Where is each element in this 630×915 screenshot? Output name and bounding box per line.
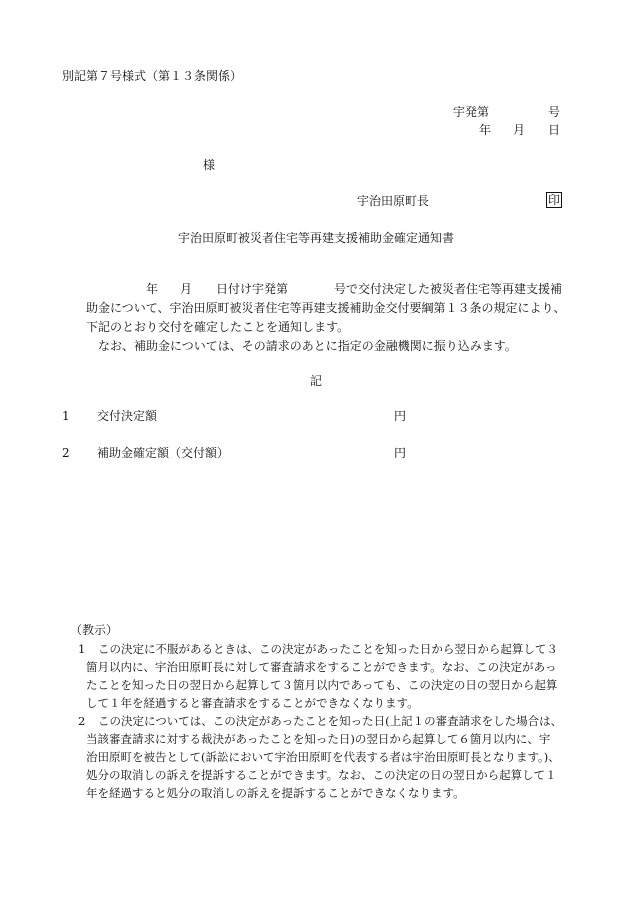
item-label: 補助金確定額（交付額） [97,446,230,460]
body-line4: なお、補助金については、その請求のあとに指定の金融機関に振り込みます。 [98,339,517,353]
notice-item2-line: 当該審査請求に対する裁決があったことを知った日)の翌日から起算して６箇月以内に、宇 [86,732,551,746]
notice-item2-line: 年を経過すると処分の取消しの訴えを提訴することができなくなります。 [86,786,465,800]
body-line1-rest: 号で交付決定した被災者住宅等再建支援補 [334,282,563,296]
item-unit: 円 [394,409,407,423]
date-day: 日 [548,123,561,137]
notice-item2-number: 2 [78,714,86,728]
doc-number-suffix: 号 [548,105,561,119]
document-title: 宇治田原町被災者住宅等再建支援補助金確定通知書 [178,231,455,245]
note-heading: 記 [310,374,323,388]
notice-item1-line: して１年を経過すると審査請求をすることができなくなります。 [86,696,419,710]
body-line3: 下記のとおり交付を確定したことを通知します。 [86,320,350,334]
sender-title: 宇治田原町長 [357,194,430,208]
doc-number-prefix: 宇発第 [453,105,490,119]
body-line1-year: 年 [146,282,159,296]
item-number: 1 [62,409,70,423]
notice-item1-number: 1 [78,642,86,656]
item-label: 交付決定額 [97,409,158,423]
notice-item2-line: 治田原町を被告として(訴訟において宇治田原町を代表する者は宇治田原町長となります。)、 [86,750,560,764]
seal-mark: 印 [548,193,561,207]
date-month: 月 [513,123,526,137]
notice-item2-line: この決定については、この決定があったことを知った日(上記１の審査請求をした場合は、 [98,714,563,728]
item-number: 2 [62,446,70,460]
notice-item2-line: 処分の取消しの訴えを提訴することができます。なお、この決定の日の翌日から起算して１ [86,768,557,782]
item-unit: 円 [394,446,407,460]
body-line1-date-ref: 日付け宇発第 [216,282,289,296]
sender-seal [546,192,562,208]
notice-item1-line: 箇月以内に、宇治田原町長に対して審査請求をすることができます。なお、この決定があっ [86,660,557,674]
body-line1-month: 月 [180,282,193,296]
notice-item1-line: たことを知った日の翌日から起算して３箇月以内であっても、この決定の日の翌日から起算 [86,678,558,692]
body-line2: 助金について、宇治田原町被災者住宅等再建支援補助金交付要綱第１３条の規定により、 [86,301,566,315]
addressee-honorific: 様 [203,158,216,172]
notice-item1-line: この決定に不服があるときは、この決定があったことを知った日から翌日から起算して３ [98,642,558,656]
date-year: 年 [479,123,492,137]
notice-heading: （教示） [70,623,119,637]
form-number: 別記第７号様式（第１３条関係） [62,69,243,83]
